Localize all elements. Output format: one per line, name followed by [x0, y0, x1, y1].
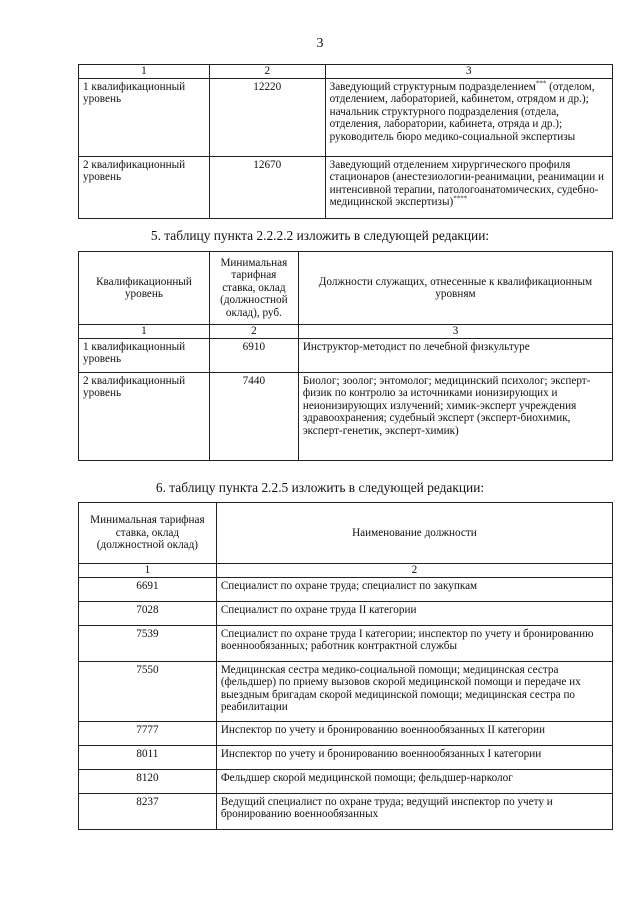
position-list: Заведующий структурным подразделением*** (отделом, отделением, лабораторией, кабинетом, отрядом и др.); начальник структурного подразделения (отдела, отделения, лаборатории, кабинета, отряда и др.); руководитель бюро медико-социальной экспертизы	[325, 79, 612, 157]
page-number: 3	[316, 36, 324, 51]
column-number: 1	[79, 564, 217, 578]
position-name: Специалист по охране труда; специалист по закупкам	[216, 578, 612, 602]
qualification-level: 1 квалификационный уровень	[79, 339, 210, 373]
header-qualification-level: Квалификационный уровень	[79, 252, 210, 325]
position-name: Медицинская сестра медико-социальной помощи; медицинская сестра (фельдшер) по приему вызовов скорой медицинской помощи и передаче их выездным бригадам скорой медицинской помощи; медицинская сестра по реабилитации	[216, 662, 612, 722]
column-number: 2	[216, 564, 612, 578]
rate-value: 12220	[209, 79, 325, 157]
table-row	[79, 722, 613, 746]
table-row	[79, 746, 613, 770]
rate-value: 7550	[79, 662, 217, 722]
column-number: 1	[79, 325, 210, 339]
position-name: Инспектор по учету и бронированию военнообязанных II категории	[216, 722, 612, 746]
table-header-row	[79, 503, 613, 564]
table-row	[79, 662, 613, 722]
header-positions: Должности служащих, отнесенные к квалификационным уровням	[298, 252, 612, 325]
column-number: 3	[325, 65, 612, 79]
column-numbers-row	[79, 564, 613, 578]
table-row	[79, 626, 613, 662]
rate-value: 6910	[209, 339, 298, 373]
header-minimal-rate: Минимальная тарифная ставка, оклад (должностной оклад)	[79, 503, 217, 564]
position-name: Инспектор по учету и бронированию военнообязанных I категории	[216, 746, 612, 770]
position-name: Ведущий специалист по охране труда; ведущий инспектор по учету и бронированию военнообязанных	[216, 794, 612, 830]
position-name: Специалист по охране труда I категории; инспектор по учету и бронированию военнообязанных; работник контрактной службы	[216, 626, 612, 662]
column-number: 2	[209, 325, 298, 339]
section-heading-5: 5. таблицу пункта 2.2.2.2 изложить в следующей редакции:	[150, 228, 490, 243]
position-name: Специалист по охране труда II категории	[216, 602, 612, 626]
table-2-2-2-2	[78, 251, 613, 461]
column-number: 2	[209, 65, 325, 79]
table-row	[79, 157, 613, 219]
table-row	[79, 602, 613, 626]
footnote-mark: ****	[453, 194, 468, 203]
rate-value: 7440	[209, 373, 298, 461]
table-row	[79, 339, 613, 373]
table-qualification-continuation	[78, 64, 613, 219]
rate-value: 7539	[79, 626, 217, 662]
rate-value: 8011	[79, 746, 217, 770]
column-number: 3	[298, 325, 612, 339]
qualification-level: 2 квалификационный уровень	[79, 373, 210, 461]
table-row	[79, 373, 613, 461]
rate-value: 12670	[209, 157, 325, 219]
qualification-level: 1 квалификационный уровень	[79, 79, 210, 157]
rate-value: 8120	[79, 770, 217, 794]
column-numbers-row	[79, 325, 613, 339]
table-row	[79, 770, 613, 794]
table-row	[79, 578, 613, 602]
rate-value: 7028	[79, 602, 217, 626]
header-minimal-rate: Минимальная тарифная ставка, оклад (должностной оклад), руб.	[209, 252, 298, 325]
table-header-row	[79, 252, 613, 325]
position-list: Заведующий отделением хирургического профиля стационаров (анестезиологии-реанимации, реанимации и интенсивной терапии, патологоанатомических, судебно-медицинской экспертизы)****	[325, 157, 612, 219]
section-heading-6: 6. таблицу пункта 2.2.5 изложить в следующей редакции:	[155, 480, 485, 495]
rate-value: 7777	[79, 722, 217, 746]
position-name: Фельдшер скорой медицинской помощи; фельдшер-нарколог	[216, 770, 612, 794]
table-row	[79, 794, 613, 830]
table-row	[79, 79, 613, 157]
position-list: Биолог; зоолог; энтомолог; медицинский психолог; эксперт-физик по контролю за источниками ионизирующих и неионизирующих излучений; химик-эксперт учреждения здравоохранения; судебный эксперт (эксперт-биохимик, эксперт-генетик, эксперт-химик)	[298, 373, 612, 461]
rate-value: 8237	[79, 794, 217, 830]
header-position-name: Наименование должности	[216, 503, 612, 564]
qualification-level: 2 квалификационный уровень	[79, 157, 210, 219]
column-number: 1	[79, 65, 210, 79]
rate-value: 6691	[79, 578, 217, 602]
table-2-2-5	[78, 502, 613, 830]
position-list: Инструктор-методист по лечебной физкультуре	[298, 339, 612, 373]
footnote-mark: ***	[535, 79, 547, 88]
column-numbers-row	[79, 65, 613, 79]
